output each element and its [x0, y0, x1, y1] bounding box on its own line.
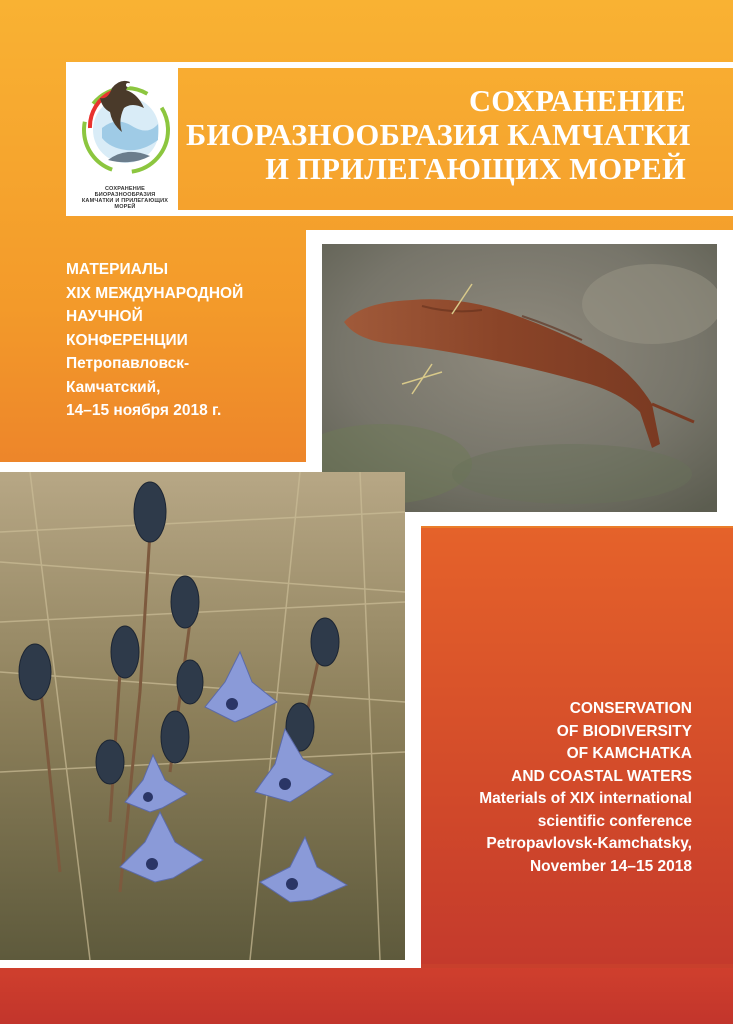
logo-caption: [76, 186, 174, 210]
info-line: Камчатский,: [66, 378, 161, 396]
info-line: Petropavlovsk-Kamchatsky,: [486, 835, 692, 852]
info-line: November 14–15 2018: [529, 857, 692, 875]
main-title: [186, 84, 691, 186]
russian-conference-info: [66, 258, 316, 423]
swertia-flowers-image: [0, 472, 405, 960]
info-line: CONSERVATION: [569, 700, 692, 717]
info-line: КОНФЕРЕНЦИИ: [66, 331, 188, 349]
info-line: scientific conference: [537, 812, 692, 830]
info-line: AND COASTAL WATERS: [511, 767, 692, 785]
info-line: 14–15 ноября 2018 г.: [66, 402, 222, 419]
english-conference-info: [372, 698, 692, 878]
logo-caption-line: СОХРАНЕНИЕ БИОРАЗНООБРАЗИЯ: [94, 186, 156, 198]
info-line: НАУЧНОЙ: [66, 308, 143, 325]
info-line: Петропавловск-: [66, 355, 190, 372]
title-line: СОХРАНЕНИЕ: [468, 84, 686, 118]
bottom-band: [0, 968, 733, 1024]
info-line: OF BIODIVERSITY: [556, 722, 692, 740]
title-line: БИОРАЗНООБРАЗИЯ КАМЧАТКИ: [186, 118, 691, 152]
title-frame-bottom: [66, 210, 733, 216]
eagle-globe-emblem-icon: [72, 68, 178, 186]
logo-caption-line: КАМЧАТКИ И ПРИЛЕГАЮЩИХ МОРЕЙ: [81, 198, 169, 210]
info-line: МАТЕРИАЛЫ: [66, 261, 169, 278]
conference-logo: [72, 68, 178, 210]
title-line: И ПРИЛЕГАЮЩИХ МОРЕЙ: [265, 152, 686, 186]
flower-photo: [0, 472, 405, 960]
info-line: XIX МЕЖДУНАРОДНОЙ: [66, 284, 244, 302]
info-line: OF KAMCHATKA: [566, 745, 692, 762]
info-line: Materials of XIX international: [479, 790, 692, 807]
